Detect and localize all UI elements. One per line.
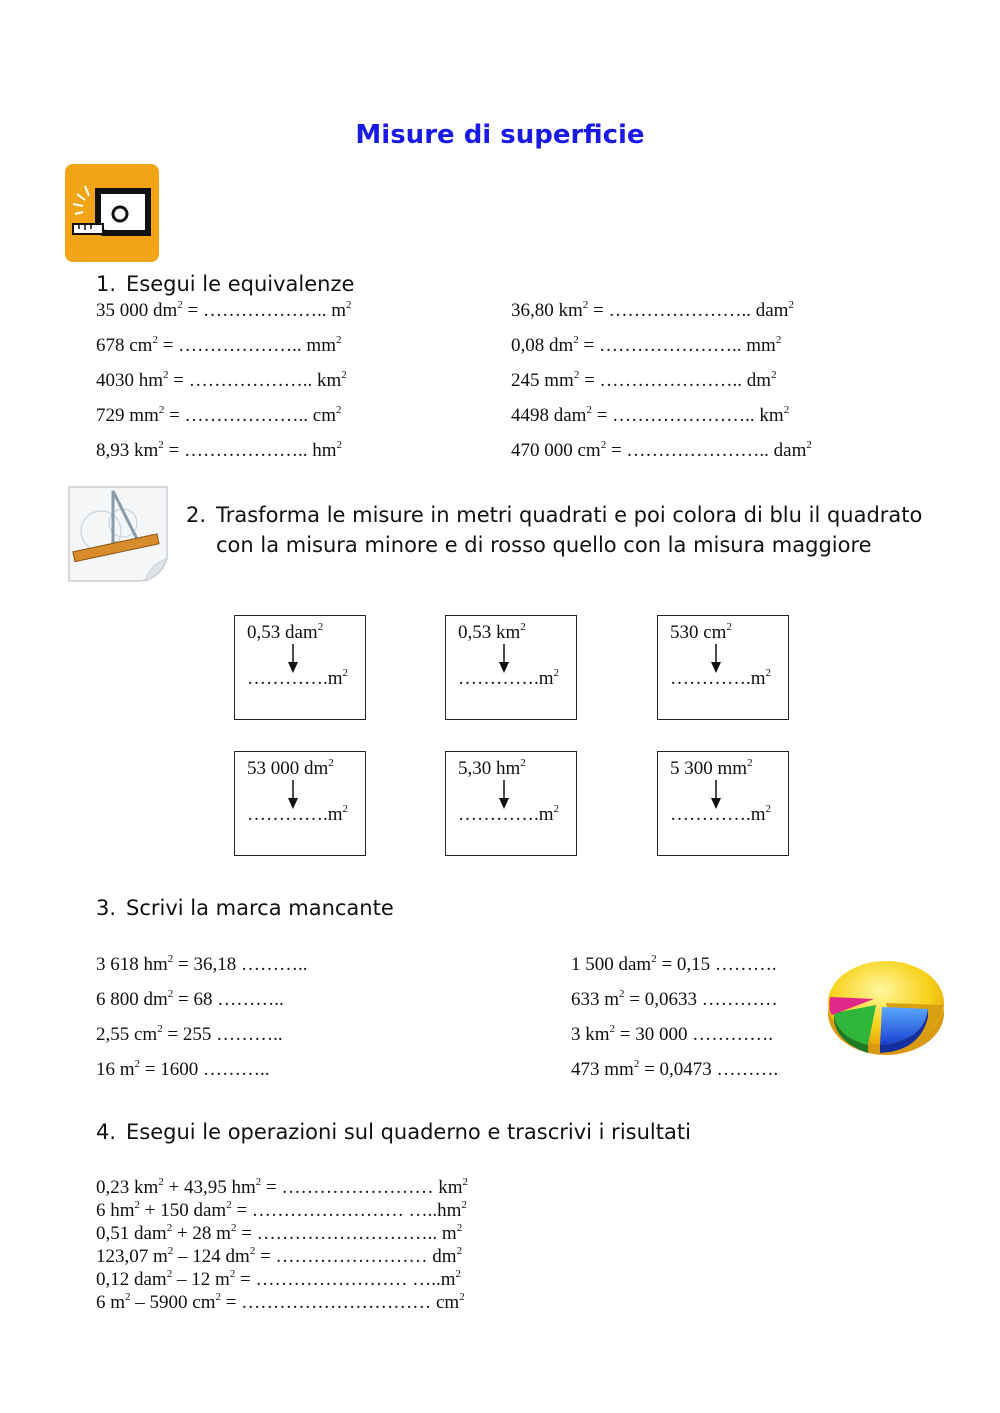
equivalence-line: 8,93 $km^2$ = ……………….. $hm^2$ xyxy=(96,439,343,461)
section3-heading-text: Scrivi la marca mancante xyxy=(126,896,394,920)
equivalence-line: 4498 dam$^2$ = ………………….. $km^2$ xyxy=(511,404,790,426)
section3-number: 3. xyxy=(96,896,117,920)
equivalence-line: 678 $cm^2$ = ……………….. $mm^2$ xyxy=(96,334,342,356)
conversion-box[interactable]: 0,53 $km^2$ $\dots\dots\dots\dots.m^2$ xyxy=(445,615,577,720)
unit-line: 1 500 dam$^2$ = 0,15 ………. xyxy=(571,953,777,975)
operation-line: 6 $hm^2 + 150$ dam$^2$ = …………………… $\dots..hm^2$ xyxy=(96,1199,467,1221)
unit-line: 633 $m^2 = 0,0633$ ………… xyxy=(571,988,778,1010)
equivalence-line: 35 000 $dm^2$ = ……………….. $m^2$ xyxy=(96,299,352,321)
conversion-box[interactable]: 5 300 $mm^2$ $\dots\dots\dots\dots.m^2$ xyxy=(657,751,789,856)
equivalence-line: 0,08 $dm^2$ = ………………….. $mm^2$ xyxy=(511,334,782,356)
conversion-box[interactable]: 5,30 $hm^2$ $\dots\dots\dots\dots.m^2$ xyxy=(445,751,577,856)
section4-number: 4. xyxy=(96,1120,117,1144)
section2-line2: con la misura minore e di rosso quello con la misura maggiore xyxy=(216,533,872,557)
equivalence-line: 36,80 $km^2$ = ………………….. dam$^2$ xyxy=(511,299,794,321)
unit-line: 2,55 $cm^2 = 255$ ……….. xyxy=(96,1023,283,1045)
conversion-box[interactable]: 53 000 $dm^2$ $\dots\dots\dots\dots.m^2$ xyxy=(234,751,366,856)
page-title: Misure di superficie xyxy=(355,120,645,150)
operation-line: 0,51 dam$^2$ + 28 $m^2$ = ……………………….. $m^2$ xyxy=(96,1222,463,1244)
section2-line1: Trasforma le misure in metri quadrati e poi colora di blu il quadrato xyxy=(216,503,923,527)
operation-line: 6 $m^2 - 5900$ $cm^2$ = ………………………… $cm^2$ xyxy=(96,1291,465,1313)
equivalence-line: 4030 $hm^2$ = ……………….. $km^2$ xyxy=(96,369,347,391)
pie-chart-icon xyxy=(824,953,946,1065)
operation-line: 0,23 $km^2 + 43,95$ $hm^2$ = …………………… $km^2$ xyxy=(96,1176,469,1198)
equivalence-line: 470 000 $cm^2$ = ………………….. dam$^2$ xyxy=(511,439,812,461)
unit-line: 473 $mm^2 = 0,0473$ ………. xyxy=(571,1058,779,1080)
conversion-box[interactable]: 530 $cm^2$ $\dots\dots\dots\dots.m^2$ xyxy=(657,615,789,720)
unit-line: 16 $m^2 = 1600$ ……….. xyxy=(96,1058,270,1080)
unit-line: 3 $km^2 = 30$ 000 …………. xyxy=(571,1023,773,1045)
drawing-tools-icon xyxy=(67,485,171,583)
section4-heading-text: Esegui le operazioni sul quaderno e trascrivi i risultati xyxy=(126,1120,691,1144)
unit-line: 6 800 $dm^2 = 68$ ……….. xyxy=(96,988,284,1010)
section1-heading-text: Esegui le equivalenze xyxy=(126,272,355,296)
section2-instructions xyxy=(186,500,946,560)
equivalence-line: 245 $mm^2$ = ………………….. $dm^2$ xyxy=(511,369,777,391)
conversion-box[interactable]: 0,53 dam$^2$ $\dots\dots\dots\dots.m^2$ xyxy=(234,615,366,720)
tape-measure-icon xyxy=(65,164,159,262)
section1-number: 1. xyxy=(96,272,117,296)
equivalence-line: 729 $mm^2$ = ……………….. $cm^2$ xyxy=(96,404,342,426)
section2-number: 2. xyxy=(186,503,207,527)
section1-heading xyxy=(96,272,354,296)
unit-line: 3 618 $hm^2 = 36,18$ ……….. xyxy=(96,953,308,975)
section3-heading xyxy=(96,896,394,920)
operation-line: 123,07 $m^2 - 124$ $dm^2$ = …………………… $dm^2$ xyxy=(96,1245,463,1267)
operation-line: 0,12 dam$^2$ – 12 $m^2$ = …………………… $\dots..m^2$ xyxy=(96,1268,461,1290)
section4-heading xyxy=(96,1120,691,1144)
